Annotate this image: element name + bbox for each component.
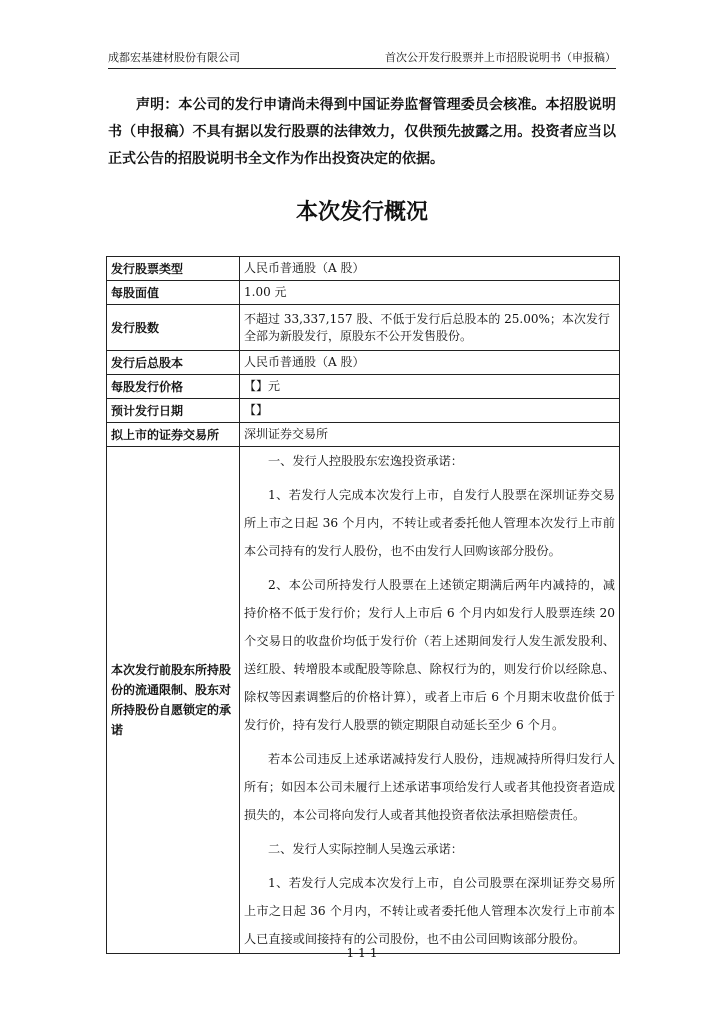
table-row bbox=[107, 305, 620, 351]
row-value: 深圳证券交易所 bbox=[240, 423, 620, 447]
row-label: 每股发行价格 bbox=[107, 375, 240, 399]
row-label: 发行股票类型 bbox=[107, 257, 240, 281]
header-doc-title: 首次公开发行股票并上市招股说明书（申报稿） bbox=[385, 51, 616, 64]
lockup-label: 本次发行前股东所持股份的流通限制、股东对所持股份自愿锁定的承诺 bbox=[107, 447, 240, 954]
section-title: 本次发行概况 bbox=[295, 200, 428, 225]
row-value: 【】 bbox=[240, 399, 620, 423]
table-row bbox=[107, 375, 620, 399]
header-company: 成都宏基建材股份有限公司 bbox=[108, 51, 240, 64]
row-label: 拟上市的证券交易所 bbox=[107, 423, 240, 447]
table-row-lockup bbox=[107, 447, 620, 954]
page-header bbox=[108, 48, 616, 69]
table-row bbox=[107, 351, 620, 375]
row-value: 人民币普通股（A 股） bbox=[240, 351, 620, 375]
commitment-paragraph: 一、发行人控股股东宏逸投资承诺： bbox=[268, 454, 463, 468]
row-value: 1.00 元 bbox=[240, 281, 620, 305]
disclaimer-statement: 声明：本公司的发行申请尚未得到中国证券监督管理委员会核准。本招股说明书（申报稿）不具有据以发行股票的法律效力，仅供预先披露之用。投资者应当以正式公告的招股说明书全文作为作出投资决定的依据。 bbox=[108, 97, 616, 167]
row-label: 发行股数 bbox=[107, 305, 240, 351]
lockup-commitments bbox=[240, 447, 620, 954]
commitment-paragraph: 若本公司违反上述承诺减持发行人股份，违规减持所得归发行人所有；如因本公司未履行上述承诺事项给发行人或者其他投资者造成损失的，本公司将向发行人或者其他投资者依法承担赔偿责任。 bbox=[244, 752, 615, 822]
table-row bbox=[107, 423, 620, 447]
page-number: 1-1-1 bbox=[346, 946, 378, 960]
table-row bbox=[107, 281, 620, 305]
row-label: 发行后总股本 bbox=[107, 351, 240, 375]
row-value: 【】元 bbox=[240, 375, 620, 399]
table-row bbox=[107, 257, 620, 281]
table-row bbox=[107, 399, 620, 423]
commitment-paragraph: 二、发行人实际控制人吴逸云承诺： bbox=[268, 842, 463, 856]
commitment-paragraph: 1、若发行人完成本次发行上市，自公司股票在深圳证券交易所上市之日起 36 个月内，不转让或者委托他人管理本次发行上市前本人已直接或间接持有的公司股份，也不由公司回购该部分股份。 bbox=[244, 876, 615, 946]
commitment-paragraph: 2、本公司所持发行人股票在上述锁定期满后两年内减持的，减持价格不低于发行价；发行人上市后 6 个月内如发行人股票连续 20 个交易日的收盘价均低于发行价（若上述期间发行人发生派发股利、送红股、转增股本或配股等除息、除权行为的，则发行价以经除息、除权等因素调整后的价格计算），或者上市后 6 个月期末收盘价低于发行价，持有发行人股票的锁定期限自动延长至少 6 个月。 bbox=[244, 578, 615, 732]
offering-overview-table bbox=[106, 256, 620, 954]
row-label: 预计发行日期 bbox=[107, 399, 240, 423]
row-value: 不超过 33,337,157 股、不低于发行后总股本的 25.00%；本次发行全部为新股发行，原股东不公开发售股份。 bbox=[240, 305, 620, 351]
commitment-paragraph: 1、若发行人完成本次发行上市，自发行人股票在深圳证券交易所上市之日起 36 个月内，不转让或者委托他人管理本次发行上市前本公司持有的发行人股份，也不由发行人回购该部分股份。 bbox=[244, 488, 615, 558]
row-label: 每股面值 bbox=[107, 281, 240, 305]
row-value: 人民币普通股（A 股） bbox=[240, 257, 620, 281]
